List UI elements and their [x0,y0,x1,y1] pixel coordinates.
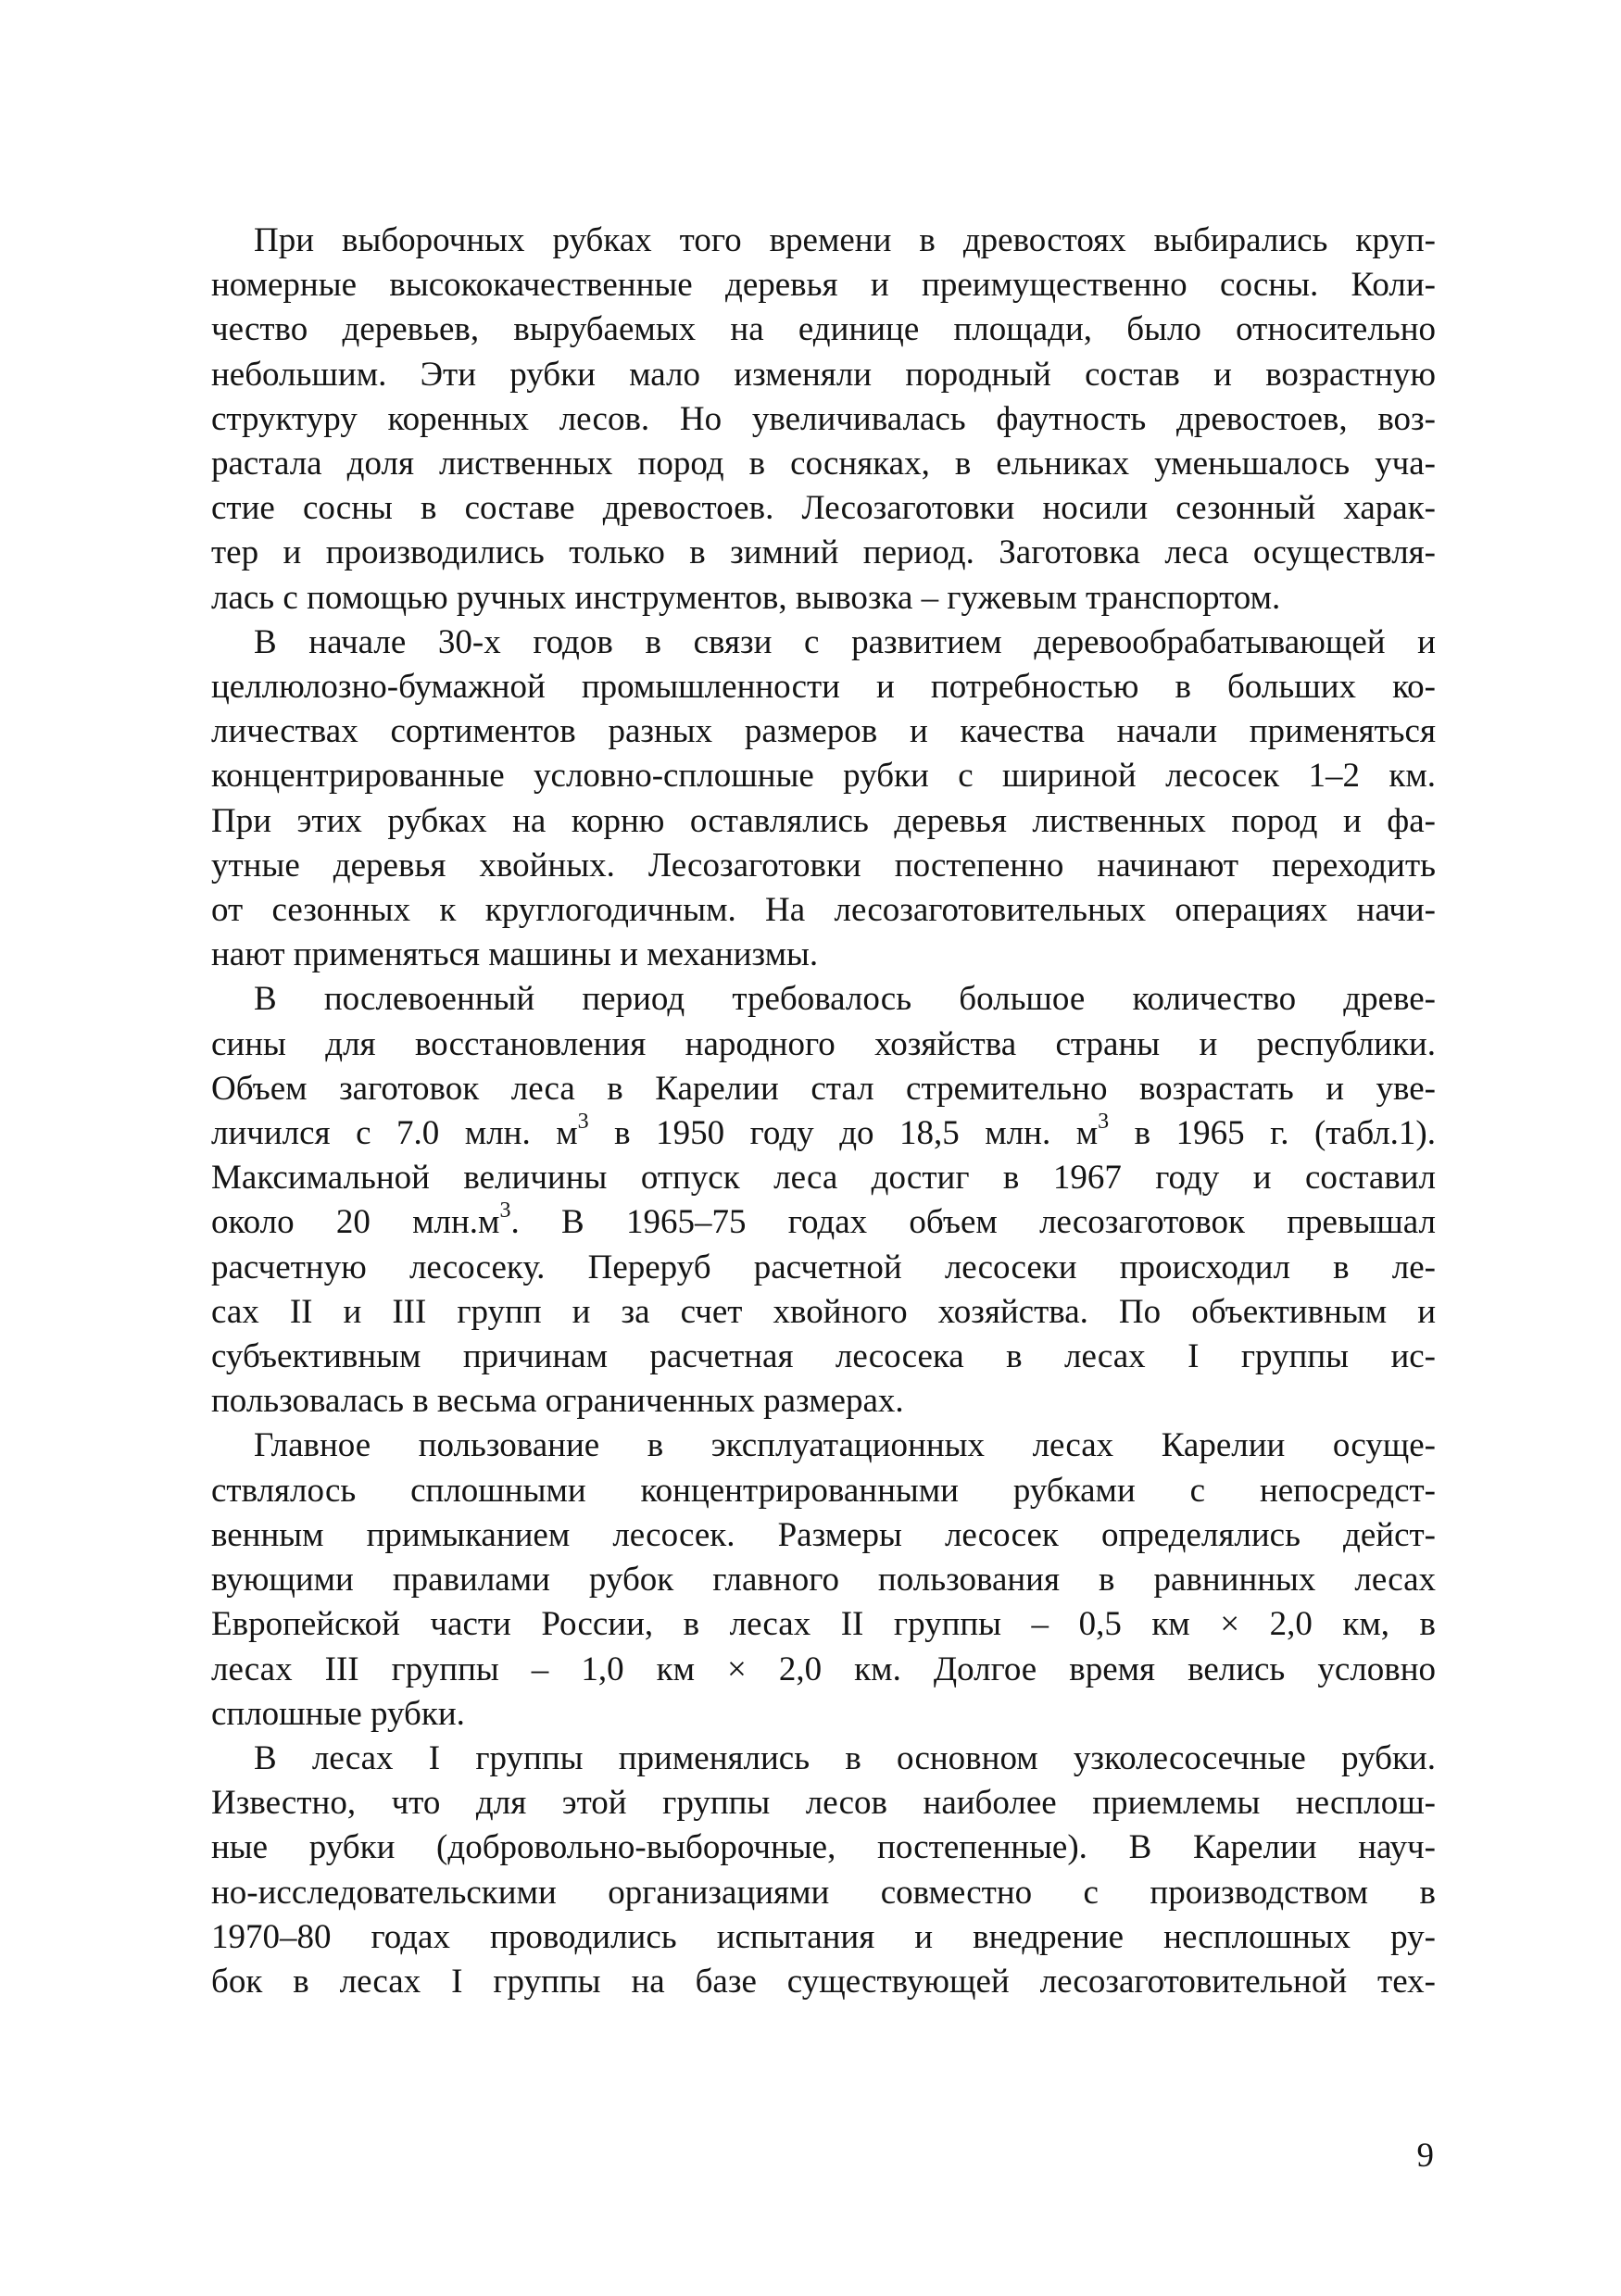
paragraph-4 [211,1424,1436,1736]
text-line: небольшим. Эти рубки мало изменяли породный состав и возрастную [211,355,1436,394]
superscript: 3 [577,1109,589,1134]
text-line: сины для восстановления народного хозяйства страны и республики. [211,1024,1436,1063]
text-line: лась с помощью ручных инструментов, вывозка – гужевым транспортом. [211,578,1281,617]
text-line: В начале 30-х годов в связи с развитием деревообрабатывающей и [254,622,1436,661]
text-line: лесах III группы – 1,0 км × 2,0 км. Долгое время велись условно [211,1650,1436,1688]
text-line: тер и производились только в зимний период. Заготовка леса осуществля- [211,533,1436,572]
paragraph-3 [211,977,1436,1424]
text-fragment: в 1950 году до 18,5 млн. м [588,1114,1099,1153]
text-fragment: . В 1965–75 годах объем лесозаготовок превышал [510,1203,1436,1242]
text-line: При этих рубках на корню оставлялись деревья лиственных пород и фа- [211,801,1436,840]
text-line: от сезонных к круглогодичным. На лесозаготовительных операциях начи- [211,891,1436,930]
text-line-with-superscript [211,1111,1436,1156]
text-line: вующими правилами рубок главного пользования в равнинных лесах [211,1561,1436,1600]
text-line: венным примыканием лесосек. Размеры лесосек определялись дейст- [211,1515,1436,1554]
text-fragment: около 20 млн.м [211,1203,500,1242]
text-line: В лесах I группы применялись в основном узколесосечные рубки. [254,1738,1436,1777]
text-line: Максимальной величины отпуск леса достиг в 1967 году и составил [211,1159,1436,1198]
text-line: субъективным причинам расчетная лесосека в лесах I группы ис- [211,1337,1436,1376]
text-line: чество деревьев, вырубаемых на единице площади, было относительно [211,310,1436,349]
text-line: В послевоенный период требовалось большое количество древе- [254,980,1436,1019]
paragraph-5 [211,1737,1436,2004]
text-line: сплошные рубки. [211,1694,465,1733]
text-line: личествах сортиментов разных размеров и качества начали применяться [211,712,1436,751]
text-line: Европейской части России, в лесах II группы – 0,5 км × 2,0 км, в [211,1605,1436,1644]
text-line: стие сосны в составе древостоев. Лесозаготовки носили сезонный харак- [211,489,1436,528]
superscript: 3 [1098,1109,1110,1134]
text-line: утные деревья хвойных. Лесозаготовки постепенно начинают переходить [211,846,1436,885]
text-line: Известно, что для этой группы лесов наиболее приемлемы несплош- [211,1784,1436,1823]
page-number: 9 [1416,2137,1434,2175]
paragraph-2 [211,621,1436,978]
text-line: Главное пользование в эксплуатационных лесах Карелии осуще- [254,1426,1436,1465]
superscript: 3 [499,1198,511,1223]
text-line: расчетную лесосеку. Переруб расчетной лесосеки происходил в ле- [211,1248,1436,1286]
body-text [211,219,1436,2004]
text-line-with-superscript [211,1200,1436,1245]
text-line: пользовалась в весьма ограниченных размерах. [211,1382,904,1421]
text-line: При выборочных рубках того времени в древостоях выбирались круп- [254,221,1436,259]
text-line: 1970–80 годах проводились испытания и внедрение несплошных ру- [211,1917,1436,1956]
text-line: ствлялось сплошными концентрированными рубками с непосредст- [211,1471,1436,1510]
text-line: концентрированные условно-сплошные рубки с шириной лесосек 1–2 км. [211,757,1436,796]
text-line: бок в лесах I группы на базе существующей лесозаготовительной тех- [211,1962,1436,2001]
text-fragment: личился с 7.0 млн. м [211,1114,578,1153]
text-line: структуру коренных лесов. Но увеличивалась фаутность древостоев, воз- [211,399,1436,438]
text-line: сах II и III групп и за счет хвойного хозяйства. По объективным и [211,1292,1436,1331]
text-line: растала доля лиственных пород в сосняках, в ельниках уменьшалось уча- [211,445,1436,483]
paragraph-1 [211,219,1436,621]
text-line: нают применяться машины и механизмы. [211,935,819,974]
text-fragment: в 1965 г. (табл.1). [1109,1114,1437,1153]
text-line: но-исследовательскими организациями совместно с производством в [211,1873,1436,1912]
text-line: целлюлозно-бумажной промышленности и потребностью в больших ко- [211,668,1436,707]
text-line: ные рубки (добровольно-выборочные, постепенные). В Карелии науч- [211,1828,1436,1867]
text-line: номерные высококачественные деревья и преимущественно сосны. Коли- [211,266,1436,305]
text-line: Объем заготовок леса в Карелии стал стремительно возрастать и уве- [211,1069,1436,1108]
